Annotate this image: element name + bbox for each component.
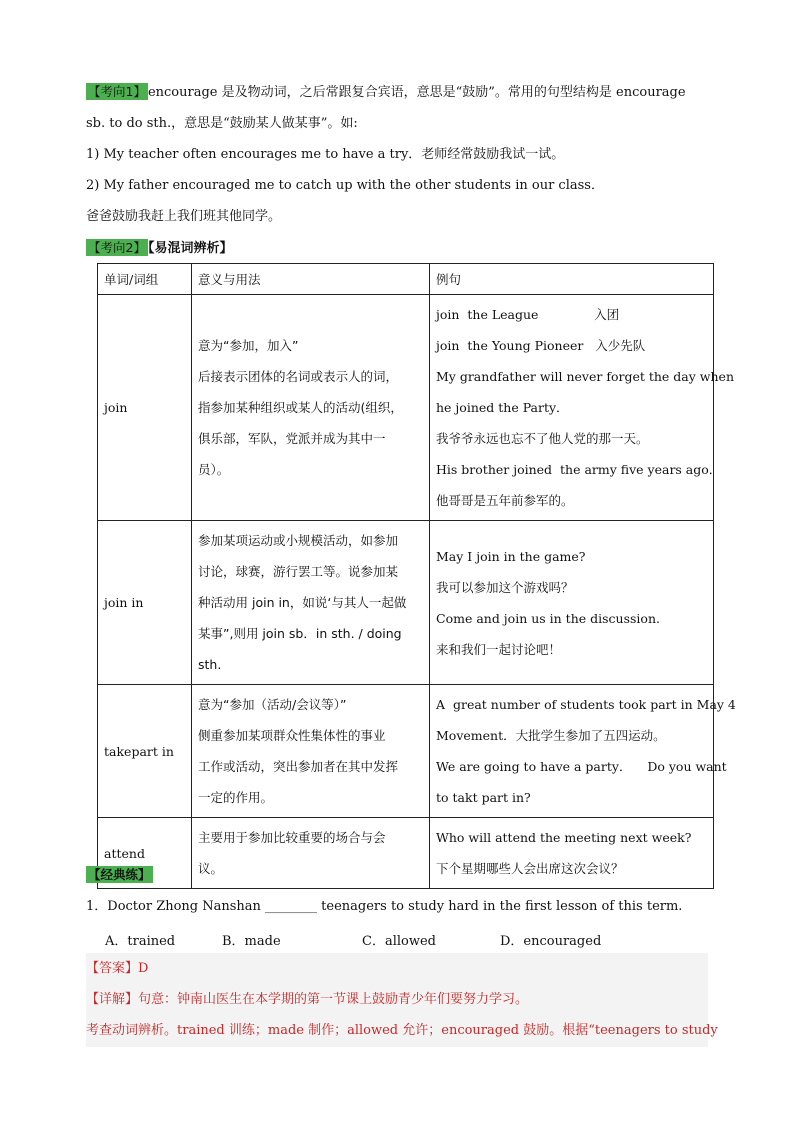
usage-line: 主要用于参加比较重要的场合与会 <box>198 830 386 845</box>
example-line: join the League 入团 <box>436 307 620 322</box>
header-usage: 意义与用法 <box>192 264 430 295</box>
usage-line: 种活动用 join in，如说‘与其人一起做 <box>198 595 407 610</box>
word-cell: takepart in <box>98 685 192 818</box>
analysis-text: 考查动词辨析。trained 训练；made 制作；allowed 允许；encouraged 鼓励。根据“teenagers to study <box>86 1023 718 1038</box>
usage-line: 工作或活动，突出参加者在其中发挥 <box>198 759 399 774</box>
example-line: A great number of students took part in May 4 <box>436 697 736 712</box>
option-a: A．trained <box>105 934 176 949</box>
example-line: Who will attend the meeting next week? <box>436 830 692 845</box>
usage-cell <box>192 521 430 685</box>
option-c: C．allowed <box>362 934 436 949</box>
usage-line: 议。 <box>198 861 224 876</box>
detail-label: 【详解】 <box>86 992 139 1007</box>
usage-cell <box>192 685 430 818</box>
point1-line1 <box>86 83 686 102</box>
usage-line: 参加某项运动或小规模活动，如参加 <box>198 533 399 548</box>
practice-heading <box>86 866 153 885</box>
examples-cell <box>430 521 714 685</box>
point2-heading <box>86 239 232 258</box>
confusing-words-table <box>97 263 736 889</box>
practice-question: 1．Doctor Zhong Nanshan ________ teenagers to study hard in the first lesson of this term. <box>86 899 683 914</box>
point1-line2: sb. to do sth.，意思是“鼓励某人做某事”。如: <box>86 116 358 131</box>
example-line: My grandfather will never forget the day when <box>436 369 734 384</box>
examples-cell <box>430 295 734 521</box>
table-row <box>98 295 714 521</box>
usage-cell <box>192 818 430 889</box>
word-cell: join <box>98 295 192 521</box>
example-line: May I join in the game? <box>436 548 586 564</box>
usage-line: 一定的作用。 <box>198 790 274 805</box>
answer-line <box>86 960 148 978</box>
usage-line: 某事”,则用 join sb．in sth. / doing <box>198 626 402 641</box>
usage-line: 侧重参加某项群众性集体性的事业 <box>198 728 386 743</box>
example-line: Movement．大批学生参加了五四运动。 <box>436 728 666 743</box>
header-examples: 例句 <box>430 264 714 295</box>
example-line: 我爷爷永远也忘不了他人党的那一天。 <box>436 431 649 446</box>
example-line: 来和我们一起讨论吧！ <box>436 641 562 657</box>
usage-line: 员）。 <box>198 462 230 477</box>
usage-line: 讨论，球赛，游行罢工等。说参加某 <box>198 564 399 579</box>
table-row <box>98 685 714 818</box>
usage-cell <box>192 295 430 521</box>
example-line: Come and join us in the discussion. <box>436 610 660 626</box>
example-line: We are going to have a party． Do you want <box>436 759 727 774</box>
option-b: B．made <box>222 934 281 949</box>
table-row <box>98 818 714 889</box>
example-line: join the Young Pioneer 入少先队 <box>436 338 646 353</box>
table-row <box>98 521 714 685</box>
detail-text: 句意：钟南山医生在本学期的第一节课上鼓励青少年们要努力学习。 <box>138 992 529 1007</box>
usage-line: 指参加某种组织或某人的活动(组织， <box>198 400 403 415</box>
usage-line: 俱乐部，军队，党派并成为其中一 <box>198 431 386 446</box>
example-line: His brother joined the army five years ago． <box>436 462 722 477</box>
word-cell: join in <box>98 521 192 685</box>
example-line: 下个星期哪些人会出席这次会议？ <box>436 861 624 876</box>
point2-tag: 【考向2】 <box>88 240 146 255</box>
usage-line: sth. <box>198 657 222 672</box>
example-line: 他哥哥是五年前参军的。 <box>436 493 574 508</box>
point1-tag: 【考向1】 <box>88 84 146 99</box>
example-line: to takt part in? <box>436 790 531 805</box>
usage-line: 后接表示团体的名词或表示人的词， <box>198 369 399 384</box>
point2-title: 【易混词辨析】 <box>147 241 233 256</box>
point1-example2-translation: 爸爸鼓励我赶上我们班其他同学。 <box>86 209 282 224</box>
table-header-row <box>98 264 714 295</box>
header-word: 单词/词组 <box>98 264 192 295</box>
point1-text1: encourage 是及物动词，之后常跟复合宾语，意思是“鼓励”。常用的句型结构是 encourage <box>147 85 686 100</box>
example-line: 我可以参加这个游戏吗？ <box>436 579 574 595</box>
examples-cell <box>430 818 714 889</box>
usage-line: 意为“参加，加入” <box>198 338 299 353</box>
practice-tag: 【经典练】 <box>88 867 151 882</box>
example-line: he joined the Party． <box>436 400 569 415</box>
point1-example2: 2) My father encouraged me to catch up with the other students in our class． <box>86 178 604 193</box>
usage-line: 意为“参加（活动/会议等）” <box>198 697 347 712</box>
point1-example1: 1) My teacher often encourages me to have a try．老师经常鼓励我试一试。 <box>86 147 565 162</box>
option-d: D．encouraged <box>500 934 602 949</box>
examples-cell <box>430 685 736 818</box>
table-body <box>98 295 736 889</box>
answer-value: D <box>138 961 149 976</box>
answer-label: 【答案】 <box>86 961 139 976</box>
detail-line <box>86 991 528 1009</box>
word-cell: attend <box>98 818 192 889</box>
